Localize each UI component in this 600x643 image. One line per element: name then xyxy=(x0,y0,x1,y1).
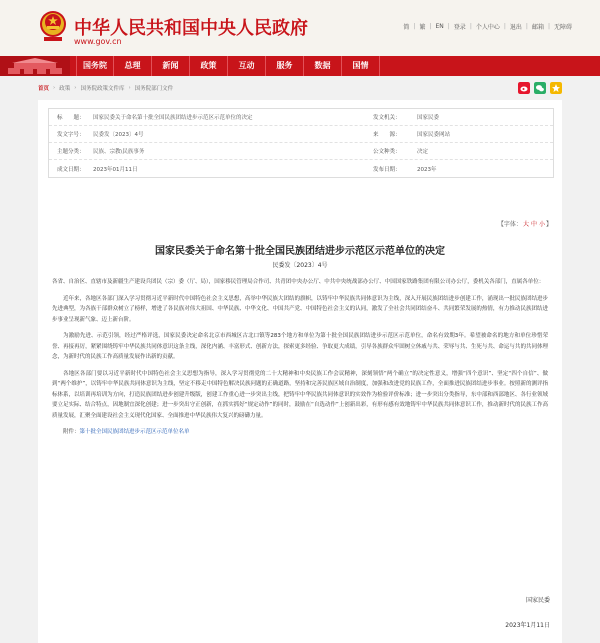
link-english[interactable]: EN xyxy=(435,23,444,30)
nav-item-data[interactable]: 数据 xyxy=(304,56,342,76)
meta-row-title xyxy=(49,109,553,126)
document-signatory: 国家民委 xyxy=(525,597,550,604)
document-paragraph: 各地区各部门要以习近平新时代中国特色社会主义思想为指导，深入学习贯彻党的二十大精神和中央民族工作会议精神，深刻领悟“两个确立”的决定性意义，增强“四个意识”、坚定“四个自信”、做到“两个维护”，以铸牢中华民族共同体意识为主线，坚定不移走中国特色解决民族问题的正确道路，坚持和完善民族区域自治制度，加强和改进党的民族工作，全面推进民族团结进步事业。按照新的测评指标体系，以培训再培训为方向，打造民族团结进步创建升级版，创建工作重心进一步突出主线，把铸牢中华民族共同体意识的实效作为检验评价标准；进一步突出分类指导，东中部和西部地区、各行业领域要立足实际、结合特点，因地制宜深化创建；进一步突出守正创新，在抓实抓好“规定动作”的同时，鼓励在“自选动作”上创新出彩，有形有感有效地铸牢中华民族共同体意识工作，推动新时代的民族工作高质量发展，汇聚全面建设社会主义现代化国家、全面推进中华民族伟大复兴的磅礴力量。 xyxy=(52,370,548,419)
breadcrumb xyxy=(38,80,562,96)
nav-items xyxy=(76,56,380,76)
attachment-line: 附件：第十批全国民族团结进步示范区示范单位名单 xyxy=(63,429,190,435)
meta-value-title: 国家民委关于命名第十批全国民族团结进步示范区示范单位的决定 xyxy=(93,115,253,121)
document-paragraph: 为激励先进、示范引领，经过严格评选，国家民委决定命名北京市西城区古北口镇等283个地方和单位为第十批全国民族团结进步示范区示范单位，命名有效期3年。希望被命名的地方和单位珍惜荣誉、再接再厉，紧紧围绕铸牢中华民族共同体意识这条主线，深化内涵、丰富形式、创新方法，探索更多经验、争取更大成绩，引导各族群众牢固树立休戚与共、荣辱与共、生死与共、命运与共的共同体理念，为新时代的民族工作高质量发展作出新的贡献。 xyxy=(52,333,548,360)
meta-value-docno: 民委发〔2023〕4号 xyxy=(93,132,144,138)
link-personal-center[interactable]: 个人中心 xyxy=(475,24,500,31)
meta-row-category xyxy=(49,143,553,160)
attachment-link[interactable]: 第十批全国民族团结进步示范区示范单位名单 xyxy=(79,429,190,435)
link-traditional[interactable]: 繁 xyxy=(419,24,426,31)
nav-item-interaction[interactable]: 互动 xyxy=(228,56,266,76)
document-body xyxy=(52,277,548,444)
font-size-medium[interactable]: 中 xyxy=(530,221,537,228)
link-accessibility[interactable]: 无障碍 xyxy=(553,24,572,31)
link-logout[interactable]: 退出 xyxy=(509,24,522,31)
link-simplified[interactable]: 简 xyxy=(403,24,410,31)
meta-label-published: 发布日期： xyxy=(373,166,401,173)
share-buttons xyxy=(518,82,562,94)
meta-value-published: 2023年 xyxy=(417,166,437,173)
font-size-small[interactable]: 小 xyxy=(538,221,545,228)
content-panel xyxy=(38,100,562,643)
link-mailbox[interactable]: 邮箱 xyxy=(531,24,544,31)
meta-value-issuer: 国家民委 xyxy=(417,115,440,121)
nav-item-policy[interactable]: 政策 xyxy=(190,56,228,76)
breadcrumb-separator-icon: › xyxy=(128,85,131,91)
meta-value-type: 决定 xyxy=(417,149,429,155)
breadcrumb-policy[interactable]: 政策 xyxy=(59,86,71,92)
meta-value-written: 2023年01月11日 xyxy=(93,166,138,173)
document-date: 2023年1月11日 xyxy=(505,622,550,629)
breadcrumb-separator-icon: › xyxy=(74,85,77,91)
meta-value-source: 国家民委网站 xyxy=(417,132,451,138)
site-header xyxy=(0,0,600,56)
site-url: www.gov.cn xyxy=(74,37,122,46)
meta-value-category: 民族、宗教\民族事务 xyxy=(93,149,145,155)
nav-item-news[interactable]: 新闻 xyxy=(152,56,190,76)
meta-label-type: 公文种类： xyxy=(373,149,401,155)
meta-row-dates xyxy=(49,160,553,177)
meta-row-docno xyxy=(49,126,553,143)
meta-label-category: 主题分类： xyxy=(57,149,85,155)
meta-label-docno: 发文字号： xyxy=(57,132,85,138)
font-size-large[interactable]: 大 xyxy=(522,221,529,228)
meta-label-written: 成文日期： xyxy=(57,166,85,173)
document-metadata-table xyxy=(48,108,554,178)
nav-item-premier[interactable]: 总理 xyxy=(114,56,152,76)
document-number: 民委发〔2023〕4号 xyxy=(272,262,328,269)
meta-label-title: 标 题： xyxy=(57,115,85,121)
qzone-icon[interactable] xyxy=(550,82,562,94)
nav-item-service[interactable]: 服务 xyxy=(266,56,304,76)
wechat-icon[interactable] xyxy=(534,82,546,94)
meta-label-source: 来 源： xyxy=(373,132,401,138)
tiananmen-decoration-icon xyxy=(0,56,70,76)
top-links: 简 | 繁 | EN | 登录 | 个人中心 | 退出 | 邮箱 | 无障碍 xyxy=(403,23,572,31)
breadcrumb-policy-library[interactable]: 国务院政策文件库 xyxy=(80,86,125,92)
link-login[interactable]: 登录 xyxy=(453,24,466,31)
font-size-switcher: 【字体：大 中 小】 xyxy=(497,221,552,228)
breadcrumb-home[interactable]: 首页 xyxy=(38,86,50,92)
national-emblem-icon[interactable] xyxy=(38,8,68,44)
document-paragraph: 近年来，各地区各部门深入学习贯彻习近平新时代中国特色社会主义思想，高举中华民族大团结的旗帜，以铸牢中华民族共同体意识为主线，深入开展民族团结进步创建工作，涌现出一批民族团结进步先进典型，为各族干部群众树立了榜样，增进了各民族对伟大祖国、中华民族、中华文化、中国共产党、中国特色社会主义的认同，激发了全社会共同团结奋斗、共同繁荣发展的热情，有力推动民族团结进步事业呈现新气象、迈上新台阶。 xyxy=(52,295,548,323)
nav-item-national-info[interactable]: 国情 xyxy=(342,56,380,76)
breadcrumb-department-docs[interactable]: 国务院部门文件 xyxy=(134,86,174,92)
meta-label-issuer: 发文机关： xyxy=(373,115,401,121)
breadcrumb-separator-icon: › xyxy=(53,85,56,91)
document-recipients: 各省、自治区、直辖市及新疆生产建设兵团民（宗）委（厅、局），国家移民管理局合作司、共青团中央办公厅、中共中央统战部办公厅、中国国家铁路集团有限公司办公厅，委机关各部门，直属各单位： xyxy=(52,279,545,285)
nav-item-state-council[interactable]: 国务院 xyxy=(76,56,114,76)
site-title[interactable]: 中华人民共和国中央人民政府 xyxy=(74,18,308,39)
document-title: 国家民委关于命名第十批全国民族团结进步示范区示范单位的决定 xyxy=(155,246,445,257)
weibo-icon[interactable] xyxy=(518,82,530,94)
